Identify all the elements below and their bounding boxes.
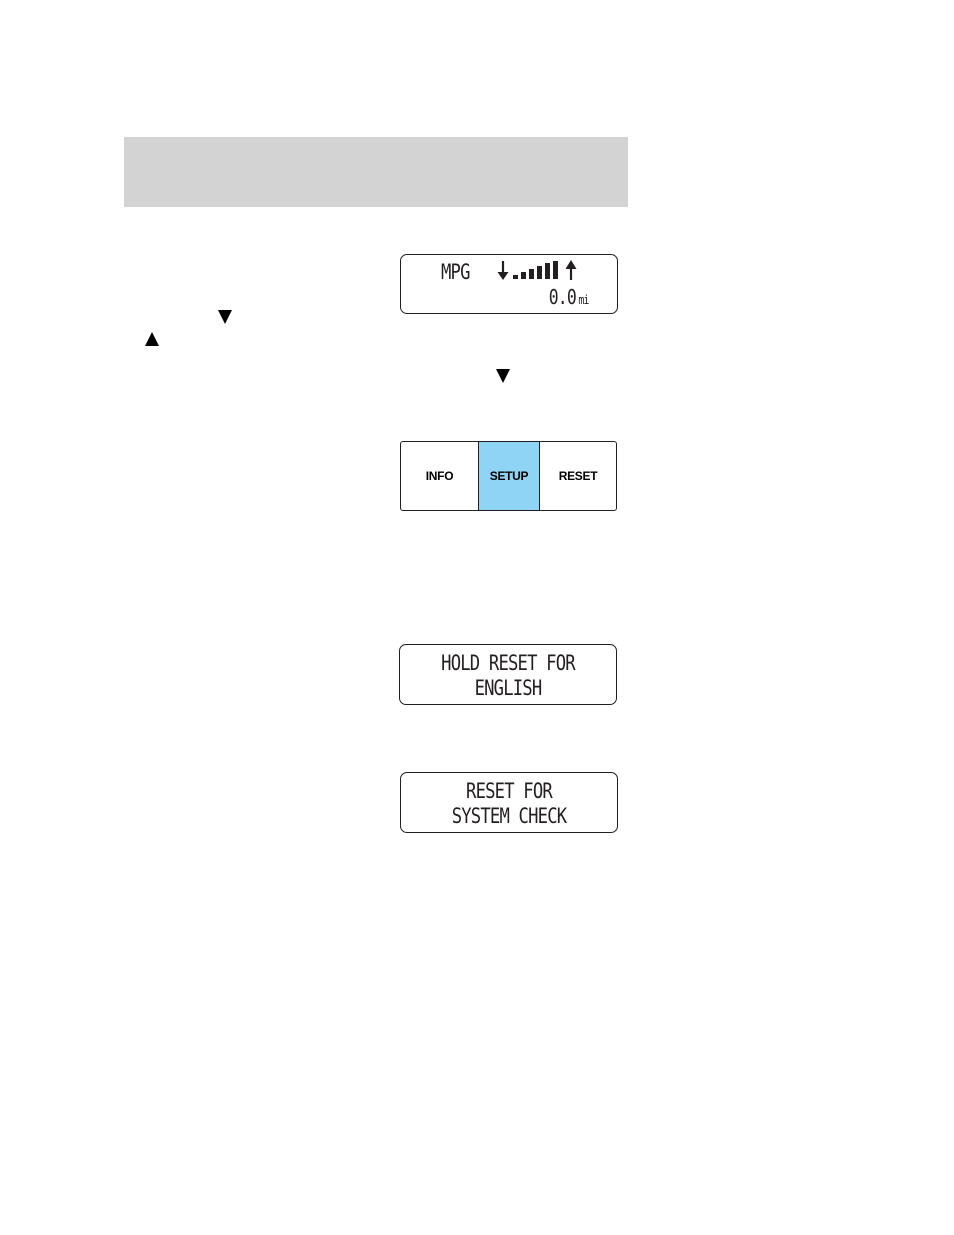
bar-segment-3 (529, 269, 534, 279)
menu-item-reset[interactable]: RESET (558, 469, 598, 483)
menu-item-info[interactable]: INFO (425, 469, 454, 483)
up-triangle-icon (145, 332, 159, 346)
distance-value: 0.0 (549, 285, 577, 309)
distance-reading (549, 285, 589, 309)
down-triangle-icon (496, 369, 510, 383)
system-check-line1: RESET FOR (466, 779, 552, 803)
language-display (399, 644, 617, 705)
menu-item-setup[interactable]: SETUP (478, 442, 540, 510)
chapter-header-band (124, 137, 628, 207)
distance-unit: mi (578, 293, 589, 307)
bar-segment-6 (553, 261, 558, 279)
bar-segment-4 (537, 266, 542, 279)
system-check-display (400, 772, 618, 833)
arrow-up-icon (566, 260, 577, 280)
fuel-economy-bargraph (497, 259, 587, 285)
system-check-line2: SYSTEM CHECK (451, 804, 567, 828)
bar-segment-2 (521, 272, 526, 279)
language-display-line2: ENGLISH (474, 676, 542, 700)
bar-segment-1 (513, 275, 518, 279)
bar-segment-5 (545, 263, 550, 279)
language-display-line1: HOLD RESET FOR (441, 651, 575, 675)
arrow-down-icon (498, 261, 509, 280)
mpg-label: MPG (441, 260, 470, 284)
message-center-menu (400, 441, 617, 511)
fuel-economy-display (400, 254, 618, 314)
down-triangle-icon (218, 310, 232, 324)
